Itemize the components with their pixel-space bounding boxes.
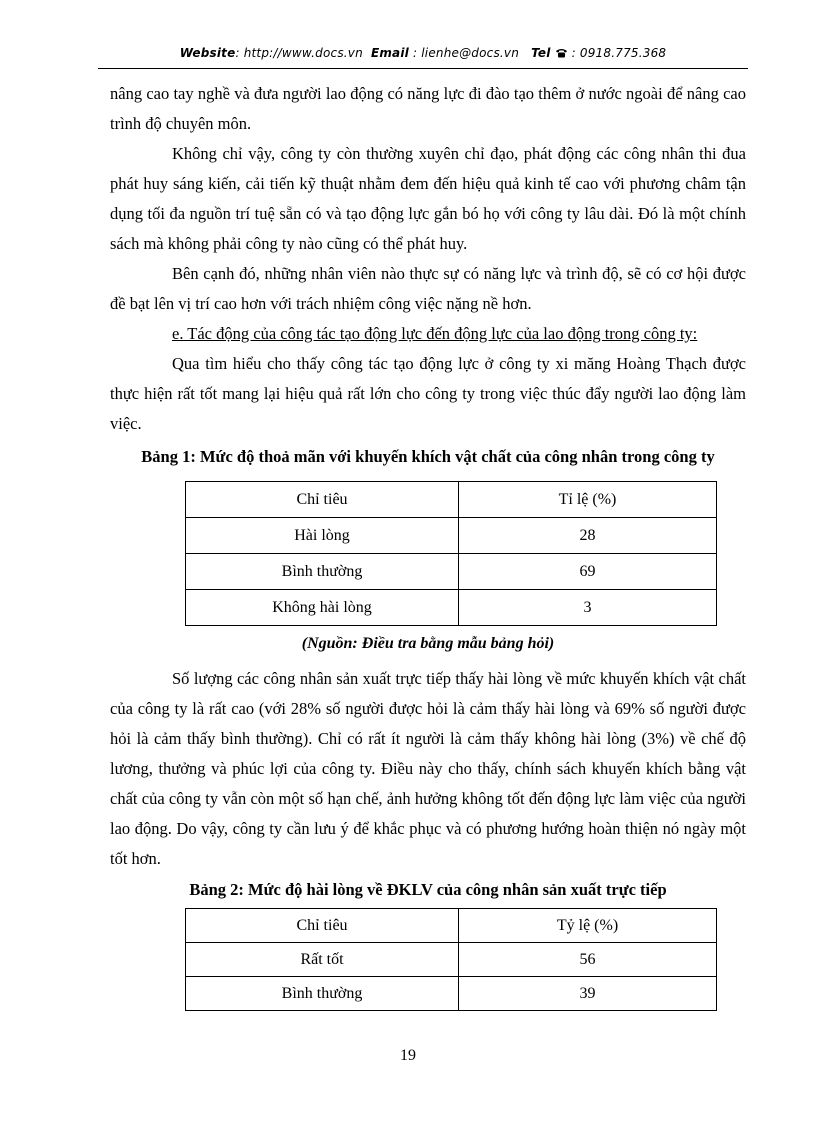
- email-label: Email: [370, 46, 409, 60]
- table-header-row: [186, 909, 717, 943]
- website-value: : http://www.docs.vn: [235, 46, 363, 60]
- table1-title: Bảng 1: Mức độ thoả mãn với khuyến khích vật chất của công nhân trong công ty: [141, 447, 715, 466]
- tel-value: : 0918.775.368: [571, 46, 667, 60]
- table2-title: Bảng 2: Mức độ hài lòng về ĐKLV của công nhân sản xuất trực tiếp: [189, 880, 667, 899]
- paragraph-6: Số lượng các công nhân sản xuất trực tiếp thấy hài lòng về mức khuyến khích vật chất của công ty là rất cao (với 28% số người được hỏi là cảm thấy hài lòng và 69% số người được hỏi là cảm thấy bình thường). Chỉ có rất ít người là cảm thấy không hài lòng (3%) về chế độ lương, thưởng và phúc lợi của công ty. Điều này cho thấy, chính sách khuyến khích bằng vật chất của công ty vẫn còn một số hạn chế, ảnh hưởng không tốt đến động lực làm việc của người lao động. Do vậy, công ty cần lưu ý để khắc phục và có phương hướng hoàn thiện nó ngày một tốt hơn.: [110, 669, 746, 868]
- website-label: Website: [179, 46, 236, 60]
- email-value: : lienhe@docs.vn: [413, 46, 520, 60]
- table-row: [186, 554, 717, 590]
- table-header-cell: Tỷ lệ (%): [459, 909, 717, 943]
- section-heading-e: e. Tác động của công tác tạo động lực đến động lực của lao động trong công ty:: [172, 324, 698, 343]
- table-cell: 3: [459, 590, 717, 626]
- table-header-row: [186, 482, 717, 518]
- table-row: [186, 518, 717, 554]
- table2: [185, 908, 717, 1011]
- table-cell: 69: [459, 554, 717, 590]
- table-row: [186, 977, 717, 1011]
- table-row: [186, 943, 717, 977]
- paragraph-3: Bên cạnh đó, những nhân viên nào thực sự có năng lực và trình độ, sẽ có cơ hội được đề bạt lên vị trí cao hơn với trách nhiệm công việc nặng nề hơn.: [110, 264, 746, 313]
- page-number: 19: [400, 1047, 416, 1064]
- table1: [185, 481, 717, 626]
- page-header: [98, 46, 748, 60]
- paragraph-2: Không chỉ vậy, công ty còn thường xuyên chỉ đạo, phát động các công nhân thi đua phát huy sáng kiến, cải tiến kỹ thuật nhằm đem đến hiệu quả kinh tế cao với phương châm tận dụng tối đa nguồn trí tuệ sẵn có và tạo động lực gắn bó họ với công ty lâu dài. Đó là một chính sách mà không phải công ty nào cũng có thể phát huy.: [110, 144, 746, 253]
- paragraph-1: nâng cao tay nghề và đưa người lao động có năng lực đi đào tạo thêm ở nước ngoài để nâng cao trình độ chuyên môn.: [110, 84, 746, 133]
- table-header-cell: Chỉ tiêu: [186, 482, 459, 518]
- table1-source: (Nguồn: Điều tra bằng mẫu bảng hỏi): [301, 635, 555, 652]
- table-cell: Bình thường: [186, 977, 459, 1011]
- document-body: [110, 79, 746, 1011]
- paragraph-5: Qua tìm hiểu cho thấy công tác tạo động lực ở công ty xi măng Hoàng Thạch được thực hiện rất tốt mang lại hiệu quả rất lớn cho công ty trong việc thúc đẩy người lao động làm việc.: [110, 354, 746, 433]
- table-cell: Hài lòng: [186, 518, 459, 554]
- table-cell: Bình thường: [186, 554, 459, 590]
- table-row: [186, 590, 717, 626]
- table-cell: 56: [459, 943, 717, 977]
- table-cell: Không hài lòng: [186, 590, 459, 626]
- telephone-icon: [555, 46, 572, 60]
- table-cell: Rất tốt: [186, 943, 459, 977]
- table-cell: 39: [459, 977, 717, 1011]
- header-divider: [98, 68, 748, 69]
- tel-label: Tel: [531, 46, 551, 60]
- table-header-cell: Chỉ tiêu: [186, 909, 459, 943]
- table-header-cell: Tỉ lệ (%): [459, 482, 717, 518]
- table-cell: 28: [459, 518, 717, 554]
